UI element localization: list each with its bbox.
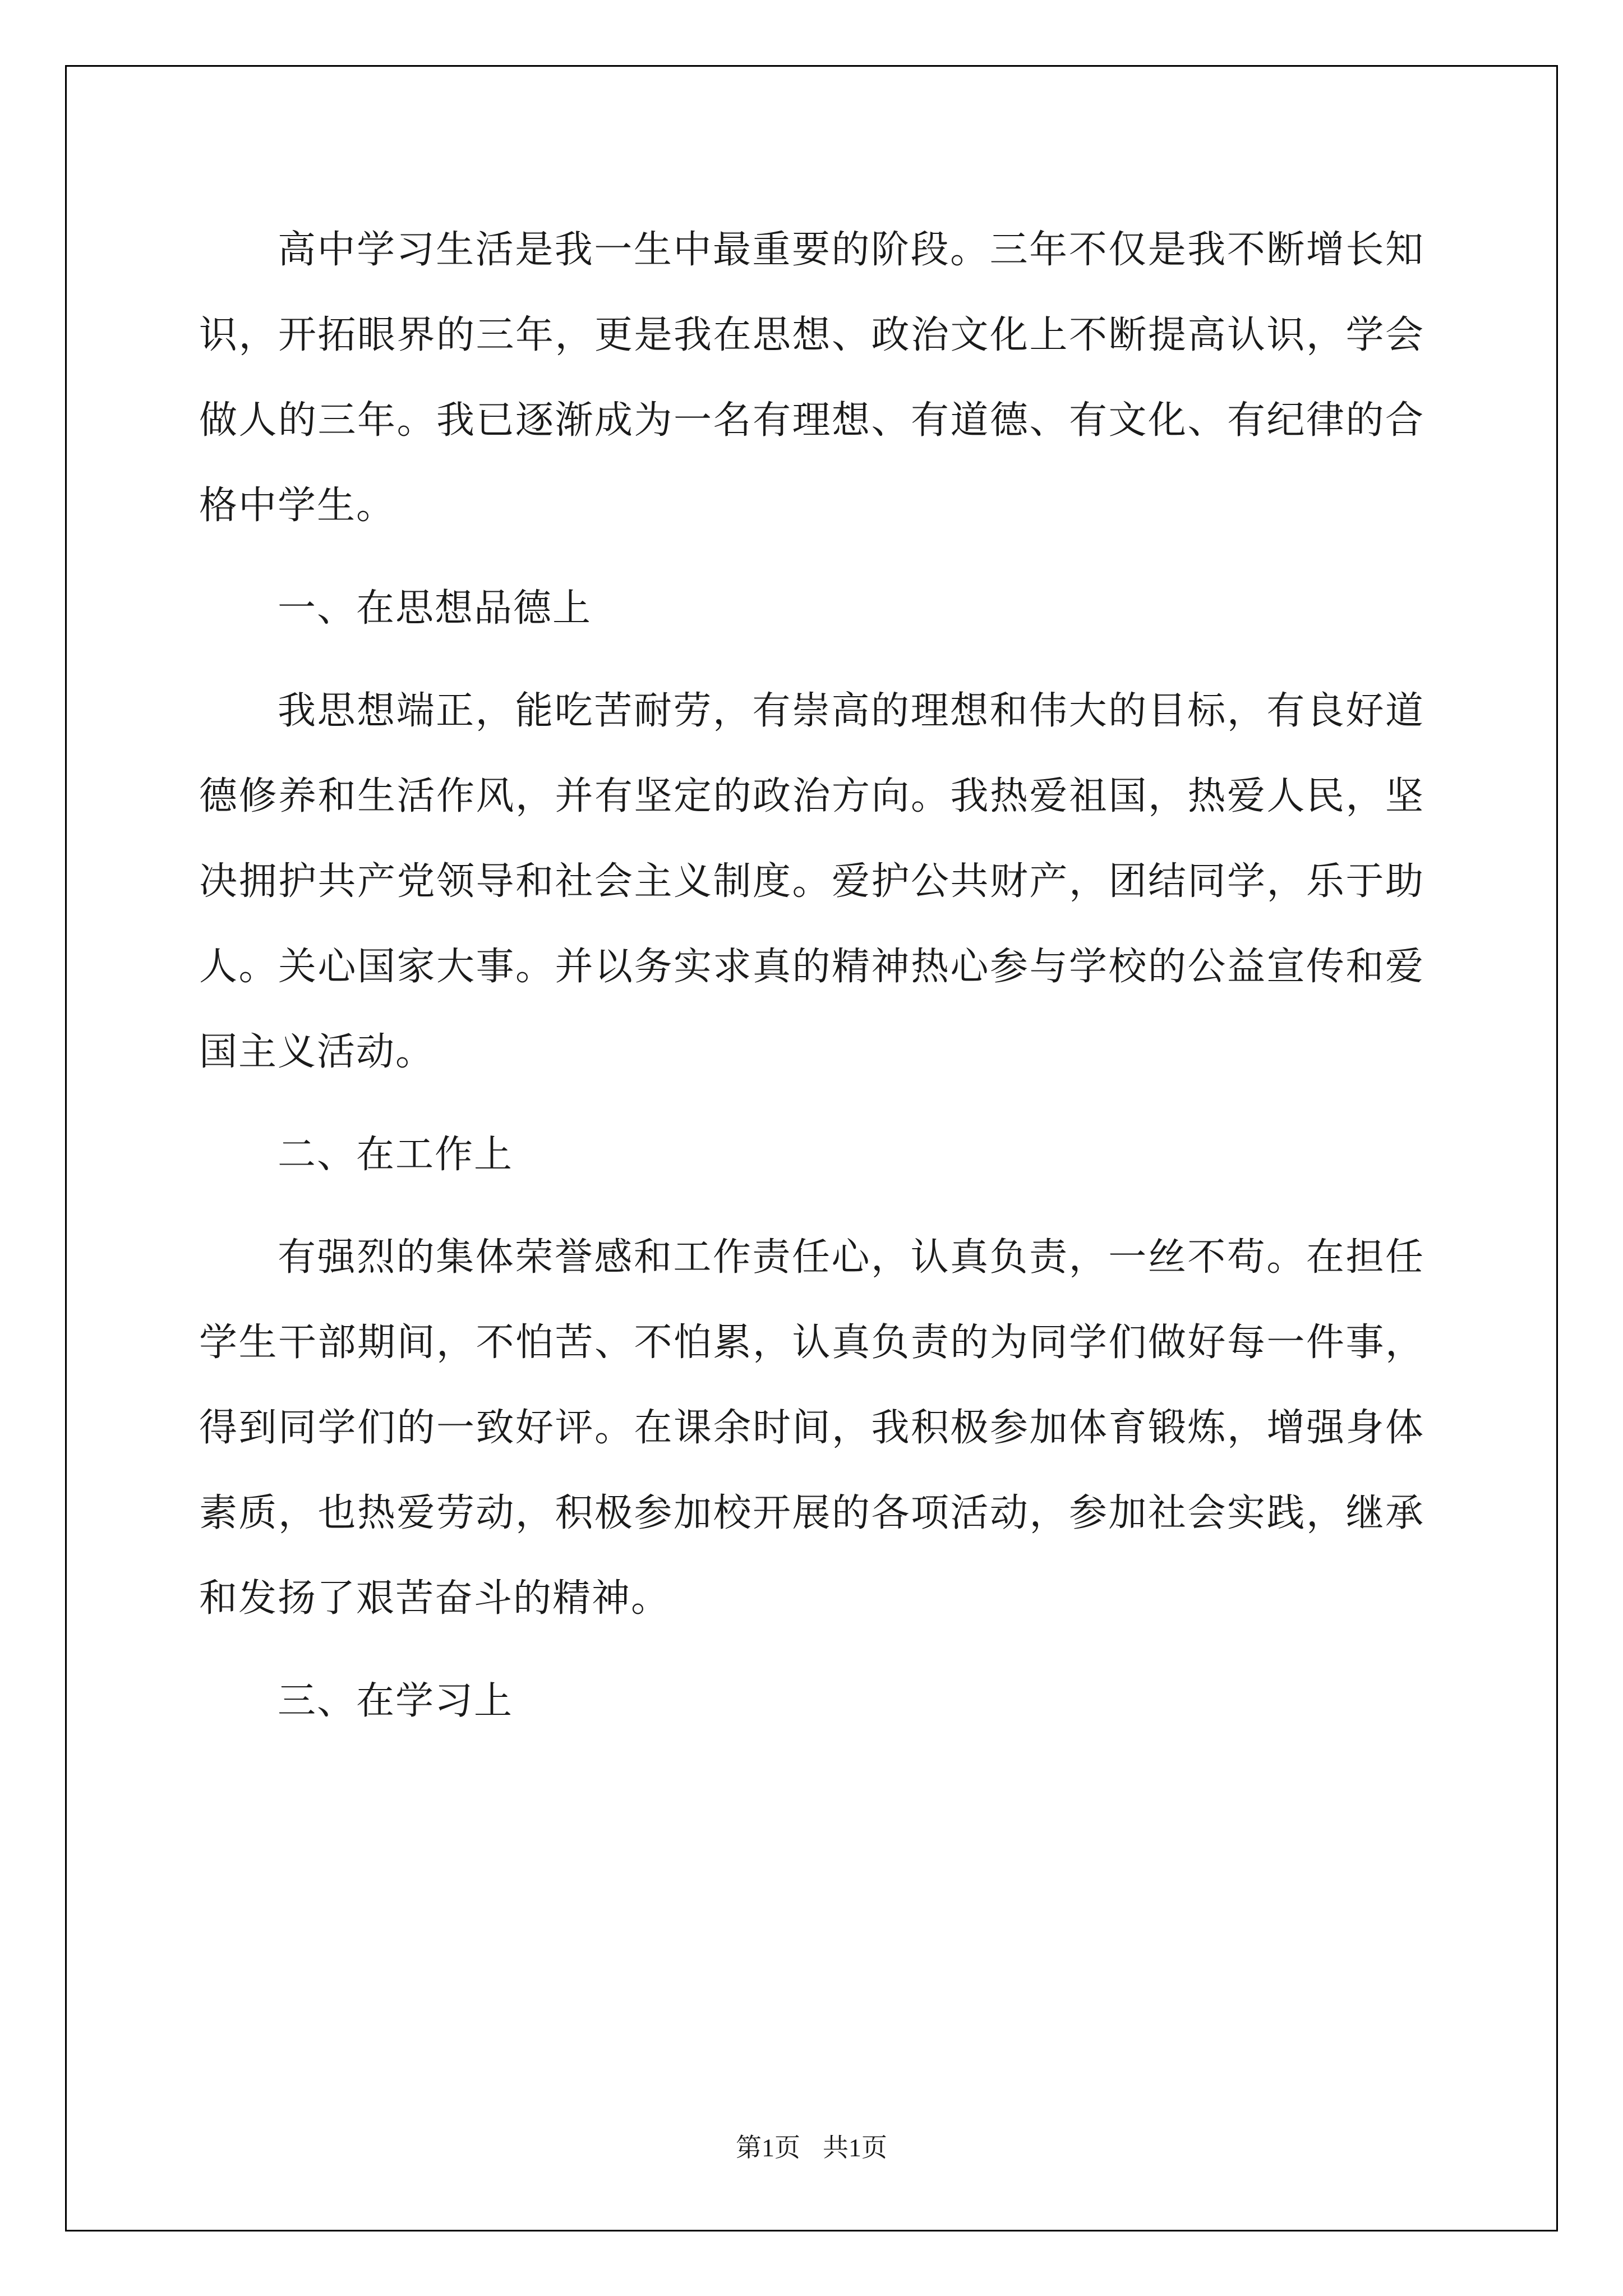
document-body xyxy=(199,208,1424,1761)
section-heading-study: 三、在学习上 xyxy=(278,1679,514,1723)
section-heading-work: 二、在工作上 xyxy=(278,1133,514,1177)
paragraph-intro: 高中学习生活是我一生中最重要的阶段。三年不仅是我不断增长知识，开拓眼界的三年，更是我在思想、政治文化上不断提高认识，学会做人的三年。我已逐渐成为一名有理想、有道德、有文化、有纪律的合格中学生。 xyxy=(199,228,1424,528)
paragraph-work: 有强烈的集体荣誉感和工作责任心，认真负责，一丝不苟。在担任学生干部期间，不怕苦、不怕累，认真负责的为同学们做好每一件事，得到同学们的一致好评。在课余时间，我积极参加体育锻炼，增强身体素质，也热爱劳动，积极参加校开展的各项活动，参加社会实践，继承和发扬了艰苦奋斗的精神。 xyxy=(199,1235,1424,1621)
paragraph-moral: 我思想端正，能吃苦耐劳，有崇高的理想和伟大的目标，有良好道德修养和生活作风，并有坚定的政治方向。我热爱祖国，热爱人民，坚决拥护共产党领导和社会主义制度。爱护公共财产，团结同学，乐于助人。关心国家大事。并以务实求真的精神热心参与学校的公益宣传和爱国主义活动。 xyxy=(199,689,1424,1074)
page-number: 第1页 xyxy=(736,2133,800,2162)
page-footer xyxy=(0,2127,1623,2164)
page-total: 共1页 xyxy=(823,2133,887,2162)
section-heading-moral: 一、在思想品德上 xyxy=(278,586,592,631)
